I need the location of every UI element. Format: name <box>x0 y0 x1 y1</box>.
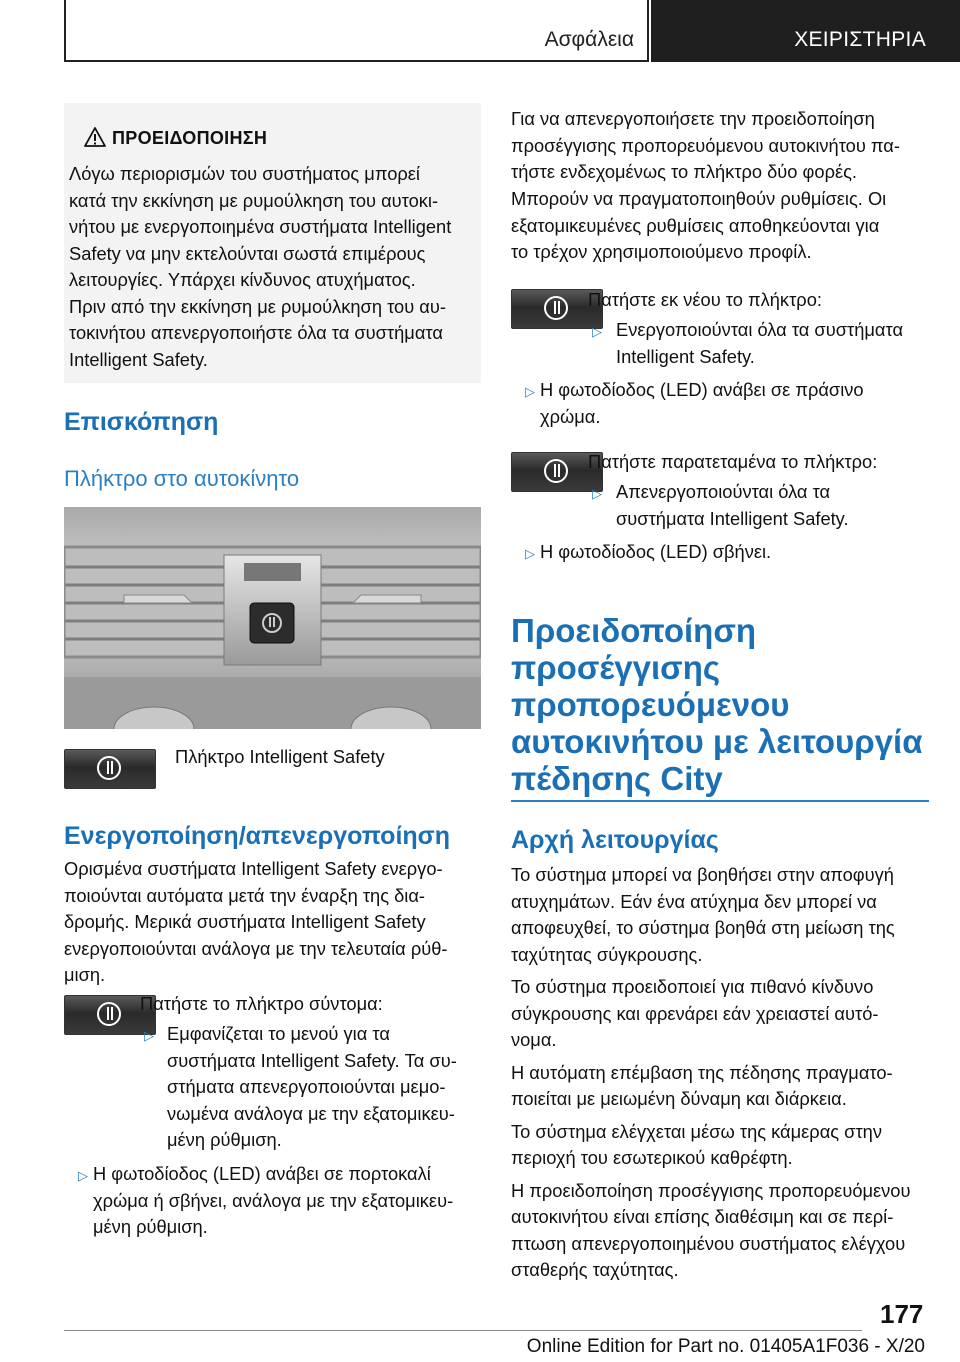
step-press-short-result: Εμφανίζεται το μενού για τα συστήματα Intelligent Safety. Τα συ- στήματα απενεργοποιούνται μεμο- νωμένα ανάλογα με την εξατομικευ- μένη ρύθμιση. <box>167 1023 457 1150</box>
deactivate-intro: Για να απενεργοποιήσετε την προειδοποίηση προσέγγισης προπορευόμενου αυτοκινήτου πα- τήστε ενδεχομένως το πλήκτρο δύο φορές. <box>511 108 900 182</box>
warning-triangle-icon <box>84 127 106 147</box>
step-press-long-result: Απενεργοποιούνται όλα τα συστήματα Intelligent Safety. <box>616 481 849 529</box>
result-arrow-icon: ▷ <box>592 324 602 339</box>
step-press-again-result: Ενεργοποιούνται όλα τα συστήματα Intelligent Safety. <box>616 319 904 367</box>
principle-heading: Αρχή λειτουργίας <box>511 826 719 854</box>
result-arrow-icon: ▷ <box>525 546 535 561</box>
result-arrow-icon: ▷ <box>525 384 535 399</box>
page-number: 177 <box>880 1299 924 1329</box>
image-caption: Πλήκτρο Intelligent Safety <box>175 746 385 767</box>
settings-text: Μπορούν να πραγματοποιηθούν ρυθμίσεις. Οι εξατομικευμένες ρυθμίσεις αποθηκεύονται για το τρέχον χρησιμοποιούμενο προφίλ. <box>511 188 887 262</box>
result-arrow-icon: ▷ <box>78 1168 88 1183</box>
footer-rule <box>64 1330 862 1331</box>
step-press-again: Πατήστε εκ νέου το πλήκτρο: <box>588 289 822 310</box>
result-arrow-icon: ▷ <box>592 486 602 501</box>
result-arrow-icon: ▷ <box>144 1028 154 1043</box>
edition-footer: Online Edition for Part no. 01405A1F036 - X/20 <box>526 1336 925 1357</box>
title-underline <box>511 800 929 802</box>
section-name: Ασφάλεια <box>544 28 634 51</box>
led-status-green: Η φωτοδίοδος (LED) ανάβει σε πράσινο χρώμα. <box>540 379 864 427</box>
chapter-tab <box>651 0 960 62</box>
chapter-name: ΧΕΙΡΙΣΤΗΡΙΑ <box>794 28 926 51</box>
step-press-short: Πατήστε το πλήκτρο σύντομα: <box>140 993 383 1014</box>
step-press-long: Πατήστε παρατεταμένα το πλήκτρο: <box>588 451 878 472</box>
warning-text: Λόγω περιορισμών του συστήματος μπορεί κατά την εκκίνηση με ρυμούλκηση του αυτοκι- νήτου με ενεργοποιημένα συστήματα Intelligent Safety να μην εκτελούνται σωστά επιμέρους λειτουργίες. Υπάρχει κίνδυνος ατυχήματος. Πριν από την εκκίνηση με ρυμούλκηση του αυ- τοκινήτου απενεργοποιήστε όλα τα συστήματα Intelligent Safety. <box>69 163 452 370</box>
intelligent-safety-button-icon <box>64 749 156 789</box>
activation-heading: Ενεργοποίηση/απενεργοποίηση <box>64 822 451 850</box>
section-title: Προειδοποίηση προσέγγισης προπορευόμενου αυτοκινήτου με λειτουργία πέδησης City <box>511 612 923 797</box>
led-status-orange: Η φωτοδίοδος (LED) ανάβει σε πορτοκαλί χρώμα ή σβήνει, ανάλογα με την εξατομικευ- μένη ρύθμιση. <box>93 1163 454 1237</box>
overview-heading: Επισκόπηση <box>64 408 219 436</box>
warning-title: ΠΡΟΕΙΔΟΠΟΙΗΣΗ <box>112 128 268 148</box>
principle-text: Το σύστημα μπορεί να βοηθήσει στην αποφυγή ατυχημάτων. Εάν ένα ατύχημα δεν μπορεί να αποφευχθεί, το σύστημα βοηθά στη μείωση της ταχύτητας σύγκρουσης. Το σύστημα προειδοποιεί για πιθανό κίνδυνο σύγκρουσης και φρενάρει εάν χρειαστεί αυτό- νομα. Η αυτόματη επέμβαση της πέδησης πραγματο- ποιείται με μειωμένη δύναμη και διάρκεια. Το σύστημα ελέγχεται μέσω της κάμερας στην περιοχή του εσωτερικού καθρέφτη. Η προειδοποίηση προσέγγισης προπορευόμενου αυτοκινήτου είναι επίσης διαθέσιμη και σε περί- πτωση απενεργοποιημένου συστήματος ελέγχου σταθερής ταχύτητας. <box>511 864 911 1280</box>
car-dashboard-photo <box>64 507 481 729</box>
activation-text: Ορισμένα συστήματα Intelligent Safety ενεργο- ποιούνται αυτόματα μετά την έναρξη της δια- δρομής. Μερικά συστήματα Intelligent Safety ενεργοποιούνται ανάλογα με την τελευταία ρύθ- μιση. <box>64 858 448 985</box>
overview-subheading: Πλήκτρο στο αυτοκίνητο <box>64 466 300 491</box>
led-status-off: Η φωτοδίοδος (LED) σβήνει. <box>540 541 772 562</box>
